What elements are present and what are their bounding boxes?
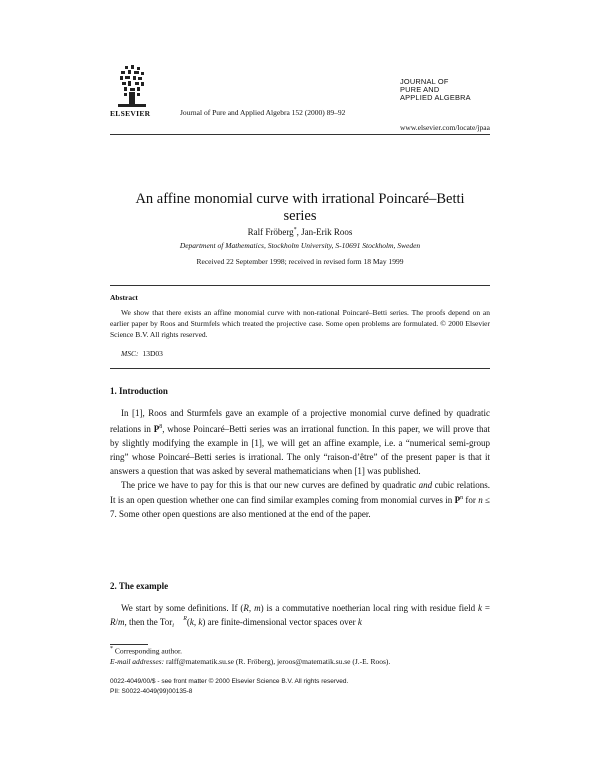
journal-brand-line: PURE AND [400,85,440,94]
section-heading: 2. The example [110,581,169,591]
journal-citation: Journal of Pure and Applied Algebra 152 (2000) 89–92 [180,108,346,117]
section-body [110,602,490,630]
author-name: Jan-Erik Roos [301,227,353,237]
pii-line: PII: S0022-4049(99)00135-8 [110,688,193,695]
journal-url[interactable]: www.elsevier.com/locate/jpaa [400,123,490,132]
abstract-heading: Abstract [110,293,138,302]
publisher-wordmark: ELSEVIER [110,109,151,118]
msc-value: 13D03 [142,349,163,358]
journal-brand-line: JOURNAL OF [400,77,449,86]
paragraph: The price we have to pay for this is that our new curves are defined by quadratic and cubic relations. It is an open question whether one can find similar examples coming from monomial curves in $P^n$ for n ≤ 7. Some other open questions are also mentioned at the end of the paper. [110,479,491,520]
abstract-text: We show that there exists an affine monomial curve with non-rational Poincaré–Betti series. The proofs depend on an earlier paper by Roos and Sturmfels which treated the projective case. Some open problems are formulated. © 2000 Elsevier Science B.V. All rights reserved. [110,308,490,340]
author-separator: , [296,227,302,237]
received-dates: Received 22 September 1998; received in revised form 18 May 1999 [196,257,404,266]
footnote-emails [110,657,490,666]
paragraph: We start by some definitions. If (R, m) is a commutative noetherian local ring with residue field k = R/m, then the Tor R i (k, k) are finite-dimensional vector spaces over k [110,603,491,629]
section-body [110,407,490,522]
article-title-line: An affine monomial curve with irrational Poincaré–Betti [135,191,465,207]
email-label: E-mail addresses: [110,657,165,666]
journal-brand-line: APPLIED ALGEBRA [400,93,471,102]
footnote-rule [110,644,148,645]
masthead-divider [110,134,490,135]
footnote-corresponding: * Corresponding author. [110,646,182,656]
copyright-line: 0022-4049/00/$ - see front matter © 2000 Elsevier Science B.V. All rights reserved. [110,678,349,685]
journal-brand [400,78,471,102]
author-list [110,227,490,237]
section-heading: 1. Introduction [110,386,168,396]
author-name: Ralf Fröberg [247,227,294,237]
abstract-bottom-rule [110,368,490,369]
article-title-line: series [283,207,317,224]
abstract-top-rule [110,285,490,286]
msc-label: MSC: [121,349,139,358]
corresponding-author-mark[interactable]: * [293,227,297,233]
email-addresses[interactable]: ralff@matematik.su.se (R. Fröberg), jeroos@matematik.su.se (J.-E. Roos). [164,657,391,666]
paragraph: In [1], Roos and Sturmfels gave an example of a projective monomial curve defined by quadratic relations in $P^8$, whose Poincaré–Betti series was an irrational function. In this paper, we will prove that by slightly modifying the example in [1], we will get an affine example, i.e. a “numerical semi-group ring” whose Poincaré–Betti series is irrational. The only “raison-d’être” of the present paper is that it answers a question that was asked by several mathematicians when [1] was published. [110,408,490,476]
elsevier-logo-tree-icon [112,64,152,110]
affiliation: Department of Mathematics, Stockholm University, S-10691 Stockholm, Sweden [179,241,421,250]
article-title [110,191,490,224]
msc-classification [121,349,163,358]
